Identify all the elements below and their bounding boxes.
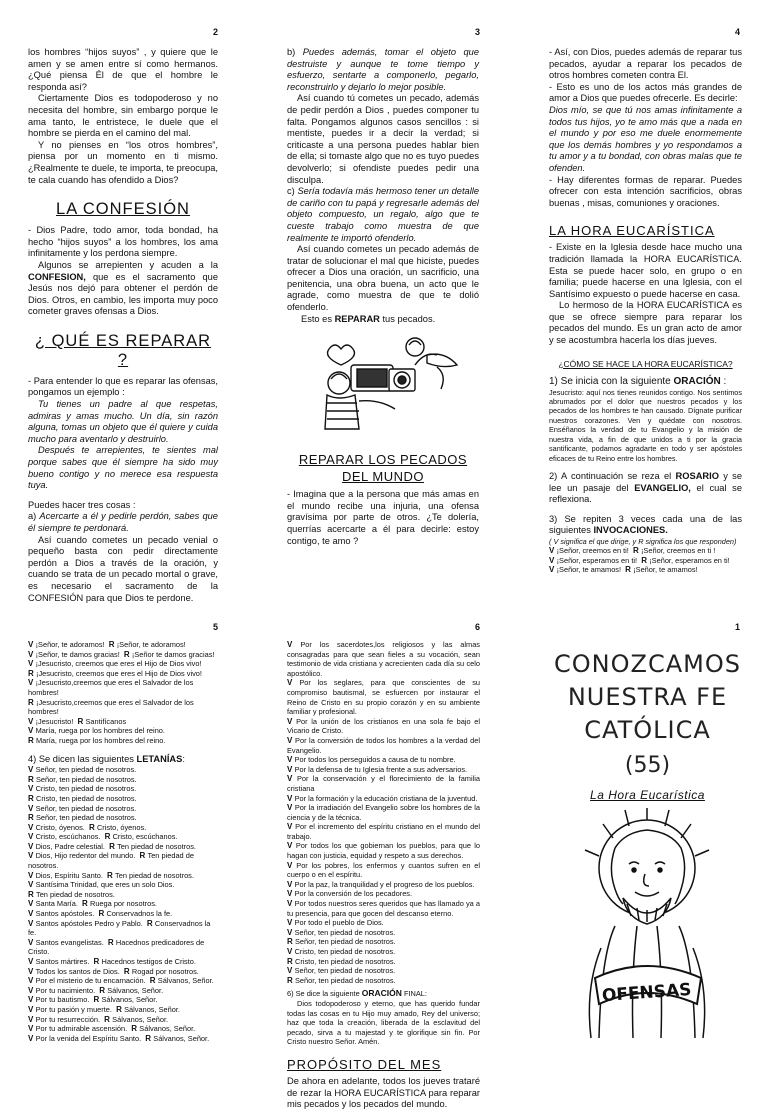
closing-line (287, 966, 480, 976)
response-marker: R (123, 966, 132, 976)
litany-response: Sálvanos, Señor. (112, 1014, 169, 1024)
response-marker: R (109, 841, 118, 851)
leader-marker: V (28, 918, 36, 928)
intention-text: Por la unión de los cristianos en una sola fe bajo el Vicario de Cristo. (287, 716, 481, 736)
leader-marker: V (28, 1014, 36, 1024)
paragraph: Y no pienses en “los otros hombres”, piensa por un momento en ti mismo. ¿Realmente te duele, te importa, te preocupa, te cala cuando has ofendido a Dios? (28, 139, 218, 185)
litany-response: Ruega por nosotros. (89, 899, 157, 909)
intention-line (287, 889, 480, 899)
cover-column (545, 640, 750, 1024)
cover-illustration (545, 808, 750, 1038)
litany-text: Señor, ten piedad de nosotros. (35, 765, 137, 775)
intention-text: Por todos los que gobiernan los pueblos, para que lo hagan con justicia, equidad y respeto a sus derechos. (287, 841, 481, 861)
final-prayer: Dios todopoderoso y eterno, que has querido fundar todas las cosas en tu Hijo muy amado, Rey del universo; haz que toda la creación, liberada de la esclavitud del pecado, sirva a tu majestad y te glorifique sin fin. Por Cristo nuestro Señor. Amén. (287, 998, 480, 1047)
litany-text: Por tu bautismo. (35, 995, 90, 1005)
litany-list (28, 765, 220, 1043)
leader-marker: V (28, 966, 36, 976)
litany-line (28, 995, 220, 1005)
litany-line (28, 880, 220, 890)
leader-marker: V (28, 1004, 36, 1014)
leader-marker: V (287, 716, 297, 726)
page-3-column (287, 47, 479, 607)
litany-line (28, 938, 220, 957)
leader-marker: V (28, 822, 36, 832)
closing-text: Señor, ten piedad de nosotros. (294, 966, 396, 976)
litany-line (28, 919, 220, 938)
page-6-column (287, 640, 481, 1110)
litany-line (28, 765, 220, 775)
litany-line (28, 775, 220, 785)
litany-text: Por la venida del Espíritu Santo. (35, 1033, 142, 1043)
leader-marker: V (287, 678, 300, 688)
paragraph: c) Sería todavía más hermoso tener un detalle de cariño con tu papá y regresarle además del objeto compuesto, un regalo, algo que te cueste trabajo como muestra de que realmente te importó ofenderlo. (287, 186, 479, 243)
litany-text: Cristo, óyenos. (35, 822, 85, 832)
litany-text: Dios, Hijo redentor del mundo. (35, 851, 136, 861)
intention-line (287, 765, 480, 775)
response-marker: R (107, 870, 116, 880)
page-5-column (28, 640, 220, 1043)
litany-response: Sálvanos, Señor. (124, 1004, 180, 1014)
closing-text: Señor, ten piedad de nosotros. (295, 975, 396, 985)
leader-marker: V (287, 879, 295, 889)
litany-response: Rogad por nosotros. (131, 966, 199, 976)
cover-title-line: NUESTRA FE (567, 683, 728, 711)
paragraph: - Esto es uno de los actos más grandes de amor a Dios que puedes ofrecerle. Es decirle: (549, 81, 742, 104)
litany-text: Santos mártires. (35, 957, 90, 966)
paragraph: Puedes hacer tres cosas : (28, 499, 136, 510)
litany-line (28, 1034, 220, 1044)
leader-marker: V (28, 784, 36, 794)
intention-text: Por los sacerdotes,los religiosos y las almas consagradas para que sean fieles a su vocación, sean testimonio de vida cristiana y acrecienten cada día su celo apostólico. (287, 640, 481, 678)
litany-line (28, 967, 220, 977)
leader-marker: V (28, 909, 36, 919)
litany-response: Hacednos predicadores de Cristo. (28, 937, 205, 957)
closing-text: Cristo, ten piedad de nosotros. (295, 956, 396, 966)
heading-proposito: PROPÓSITO DEL MES (287, 1056, 442, 1072)
intention-line (287, 803, 480, 822)
purpose-text: De ahora en adelante, todos los jueves trataré de rezar la HORA EUCARÍSTICA para reparar mis pecados y los pecados del mundo. (287, 1075, 480, 1110)
leader-marker: V (287, 735, 296, 745)
litany-line (28, 784, 220, 794)
intentions-list (287, 640, 480, 928)
litany-text: Señor, ten piedad de nosotros. (36, 813, 137, 823)
litany-line (28, 957, 220, 967)
marker: R (287, 975, 295, 985)
paragraph: Lo hermoso de la HORA EUCARÍSTICA es que se ofrece siempre para reparar los pecados del mundo. Es un gran acto de amor y se acostumbra hacerla los días jueves. (549, 300, 742, 346)
leader-marker: V (28, 841, 36, 851)
leader-marker: V (287, 755, 295, 765)
intention-line (287, 774, 480, 793)
step-1: 1) Se inicia con la siguiente ORACIÓN : (549, 375, 727, 387)
litany-line (28, 976, 220, 986)
page-number-1: 1 (735, 622, 741, 632)
paragraph: - Existe en la Iglesia desde hace mucho una tradición llamada la HORA EUCARÍSTICA. Esta se puede hacer solo, en grupo o en familia; puede hacerse en una Iglesia, con el Santísimo expuesto o puede hacerse en casa. (549, 242, 742, 299)
litany-text: Santos apóstoles Pedro y Pablo. (35, 918, 143, 928)
litany-line (28, 794, 220, 804)
leader-marker: V (28, 957, 36, 966)
litany-line (28, 909, 220, 919)
leader-marker: V (28, 870, 36, 880)
intention-text: Por la irradiación del Evangelio sobre los hombres de la ciencia y de la técnica. (287, 803, 480, 822)
cartoon-camera-icon (287, 331, 479, 439)
litany-response: Cristo, óyenos. (96, 822, 147, 832)
closing-list (287, 928, 480, 986)
page-number-5: 5 (213, 622, 219, 632)
litany-line (28, 1024, 220, 1034)
intention-text: Por la formación y la educación cristiana de la juventud. (294, 793, 478, 803)
invocation-line: V ¡Señor, te amamos! R ¡Señor, te amamos! (549, 565, 698, 575)
paragraph: Ciertamente Dios es todopoderoso y no necesita del hombre, sin embargo porque le ama tanto, le entristece, le duele que el hombre se pierda en el camino del mal. (28, 93, 218, 139)
litany-line (28, 832, 220, 842)
leader-marker: V (28, 880, 36, 890)
litany-response: Hacednos testigos de Cristo. (101, 957, 196, 966)
intention-text: Por los pobres, los enfermos y cuantos sufren en el cuerpo o en el espíritu. (287, 860, 480, 880)
marker: R (287, 956, 295, 966)
step-2: 2) A continuación se reza el ROSARIO y se lee un pasaje del EVANGELIO, el cual se reflexiona. (549, 470, 743, 505)
paragraph: a) Acercarte a él y pedirle perdón, sabes que él siempre te perdonará. (28, 511, 218, 533)
invocation-line: V ¡Señor, te adoramos! R ¡Señor, te adoramos! (28, 640, 186, 649)
intention-text: Por la conversión de los pecadores. (294, 889, 413, 899)
intention-line (287, 899, 480, 918)
leader-marker: R (28, 793, 36, 803)
leader-marker: V (287, 860, 297, 870)
paragraph: Algunos se arrepienten y acuden a la CONFESION, que es el sacramento que Jesús nos dejó para obtener el perdón de Dios. Otros, en cambio, les importa muy poco cometer graves ofensas a Dios. (28, 259, 218, 317)
leader-marker: V (28, 803, 36, 813)
litany-text: Señor, ten piedad de nosotros. (36, 774, 137, 784)
leader-marker: V (287, 764, 295, 774)
page-2-column (28, 47, 218, 607)
litany-response: Sálvanos, Señor. (139, 1024, 196, 1034)
litany-text: Todos los santos de Dios. (35, 966, 120, 976)
litany-text: Cristo, escúchanos. (35, 832, 101, 842)
litany-line (28, 823, 220, 833)
invocation-line: V ¡Jesucristo, creemos que eres el Hijo de Dios vivo! (28, 659, 202, 669)
leader-marker: V (287, 822, 296, 832)
litany-text: Cristo, ten piedad de nosotros. (36, 793, 137, 803)
intention-line (287, 717, 480, 736)
intention-line (287, 678, 480, 716)
paragraph: Esto es REPARAR tus pecados. (301, 313, 436, 324)
litany-text: Por el misterio de tu encarnación. (35, 976, 146, 986)
litany-line (28, 813, 220, 823)
invocation-line: R ¡Jesucristo,creemos que eres el Salvador de los hombres! (28, 697, 194, 717)
litany-line (28, 1005, 220, 1015)
invocation-line: R María, ruega por los hombres del reino. (28, 735, 166, 745)
paragraph: Después te arrepientes, te sientes mal porque sabes que él siempre ha sido muy bueno contigo y no merece esa respuesta tuya. (28, 445, 218, 491)
paragraph: b) Puedes además, tomar el objeto que destruiste y aunque te tome tiempo y esfuerzo, sentarte a componerlo, pegarlo, reconstruirlo y dejarlo lo mejor posible. (287, 47, 479, 92)
paragraph: - Dios Padre, todo amor, toda bondad, ha hecho “hijos suyos” a los hombres, los ama infinitamente y los perdona siempre. (28, 225, 218, 259)
litany-response: Ten piedad de nosotros. (117, 841, 196, 851)
leader-marker: V (287, 640, 301, 649)
response-marker: R (104, 832, 113, 842)
litany-text: Santos evangelistas. (35, 937, 104, 947)
invocation-line: V ¡Jesucristo,creemos que eres el Salvador de los hombres! (28, 678, 194, 697)
opening-prayer: Jesucristo: aquí nos tienes reunidos contigo. Nos sentimos abrumados por el dolor que nuestros pecados y los pecados de los hombres te han causado. Dígnate purificar nuestros corazones. Ven y quédate con nosotros. Enséñanos la verdad de tu Evangelio y la misión de nuestra vida, a fin de que unidos a ti por la gracia santificante, podamos agradarte en todo y ser apóstoles eficaces de tu Reino entre los hombres. (549, 387, 742, 463)
intention-text: Por todo el pueblo de Dios. (294, 918, 384, 928)
litany-response: Sálvanos, Señor. (107, 985, 164, 995)
intention-text: Por la conversión de todos los hombres a la verdad del Evangelio. (287, 735, 481, 755)
leader-marker: V (287, 841, 296, 851)
invocation-line: V ¡Señor, te damos gracias! R ¡Señor te damos gracias! (28, 649, 215, 659)
leader-marker: V (287, 889, 295, 899)
response-marker: R (116, 1004, 125, 1014)
response-marker: R (149, 976, 158, 986)
intention-text: Por todos nuestros seres queridos que has llamado ya a tu presencia, para que gocen del descanso eterno. (287, 899, 481, 918)
litany-text: Señor, ten piedad de nosotros. (35, 803, 137, 813)
intention-line (287, 822, 480, 841)
leader-marker: V (28, 995, 36, 1005)
intention-text: Por todos los perseguidos a causa de tu nombre. (294, 755, 456, 765)
intention-line (287, 918, 480, 928)
intention-line (287, 880, 480, 890)
marker: V (287, 947, 295, 956)
response-marker: R (145, 1033, 154, 1043)
litany-response: Cristo, escúchanos. (112, 832, 178, 842)
leader-marker: R (28, 774, 36, 784)
closing-line (287, 937, 480, 947)
intro-text: los hombres “hijos suyos” , y quiere que le amen y se amen entre sí como hermanos. ¿Qué piensa Él de que el hombre le responda así? (28, 47, 218, 92)
heading-confesion: LA CONFESIÓN (56, 200, 190, 219)
leader-marker: V (287, 793, 295, 803)
leader-marker: V (28, 985, 36, 995)
response-marker: R (139, 851, 148, 861)
leader-marker: V (287, 918, 295, 928)
response-marker: R (99, 985, 108, 995)
litany-line (28, 851, 220, 870)
paragraph: Así cuando cometes un pecado venial o pequeño basta con pedir directamente perdón a Dios a través de la oración, y cuando se trata de un pecado mortal o grave, es necesario el sacramento de la CONFESIÓN para que Dios te perdone. (28, 534, 218, 603)
paragraph: Así cuando tú cometes un pecado, además de pedir perdón a Dios , puedes componer tu falta. Pongamos algunos casos sencillos : si mentiste, puedes ir a decir la verdad; si criticaste a una persona puedes hablar bien de ella; si tomaste algo que no es tuyo puedes devolverlo; si ofendiste puedes pedir una disculpa. (287, 93, 479, 185)
marker: V (287, 966, 295, 976)
cover-number: (55) (624, 753, 671, 778)
intention-text: Por la defensa de tu Iglesia frente a sus adversarios. (294, 764, 468, 774)
leader-marker: V (28, 899, 36, 909)
litany-line (28, 986, 220, 996)
leader-marker: R (28, 889, 36, 899)
litany-response: Sálvanos, Señor. (153, 1033, 210, 1043)
litany-response: Conservadnos la fe. (106, 909, 173, 919)
closing-line (287, 928, 480, 938)
litany-line (28, 1015, 220, 1025)
litany-text: Dios, Espíritu Santo. (35, 870, 103, 880)
litany-response: Ten piedad de nosotros. (28, 851, 194, 871)
response-marker: R (146, 918, 155, 928)
litany-text: Ten piedad de nosotros. (36, 889, 115, 899)
response-marker: R (104, 1014, 113, 1024)
litany-text: Cristo, ten piedad de nosotros. (35, 784, 137, 794)
heading-hora-eucaristica: LA HORA EUCARÍSTICA (549, 223, 715, 239)
litany-response: Ten piedad de nosotros. (115, 870, 194, 880)
cover-title-line: CATÓLICA (584, 716, 711, 744)
response-marker: R (131, 1024, 140, 1034)
litany-line (28, 899, 220, 909)
closing-line (287, 976, 480, 986)
response-marker: R (98, 909, 107, 919)
leader-marker: V (28, 832, 36, 842)
litany-line (28, 804, 220, 814)
heading-reparar-pecados: REPARAR LOS PECADOS DEL MUNDO (298, 452, 468, 485)
camera-illustration (287, 331, 479, 439)
intention-line (287, 640, 480, 678)
leader-marker: V (28, 1024, 36, 1034)
litany-text: Por tu admirable ascensión. (35, 1024, 128, 1034)
invocation-line: V ¡Jesucristo! R Santifícanos (28, 716, 127, 726)
closing-text: Señor, ten piedad de nosotros. (295, 937, 396, 947)
paragraph: - Hay diferentes formas de reparar. Puedes ofrecer con esta intención sacrificios, obras buenas , misas, comuniones y oraciones. (549, 174, 742, 208)
response-marker: R (88, 822, 97, 832)
paragraph: - Imagina que a la persona que más amas en el mundo recibe una injuria, una ofensa gravísima por parte de otros. ¿Te dolería, querrías acercarte a él para decirle: estoy contigo, te amo ? (287, 489, 479, 546)
closing-line (287, 957, 480, 967)
page-number-4: 4 (735, 27, 741, 37)
response-marker: R (81, 899, 90, 909)
closing-text: Cristo, ten piedad de nosotros. (294, 947, 396, 956)
step-4: 4) Se dicen las siguientes LETANÍAS: (28, 753, 185, 764)
leader-marker: V (287, 899, 295, 909)
response-marker: R (107, 937, 116, 947)
page-4-column (549, 47, 742, 612)
leader-marker: V (28, 765, 36, 775)
page-number-6: 6 (475, 622, 481, 632)
intention-line (287, 794, 480, 804)
intention-line (287, 861, 480, 880)
leader-marker: V (287, 803, 295, 813)
leader-marker: R (28, 813, 36, 823)
intention-line (287, 755, 480, 765)
cover-title-line: CONOZCAMOS (554, 650, 741, 678)
marker: V (287, 927, 295, 937)
paragraph: - Así, con Dios, puedes además de reparar tus pecados, ayudar a reparar los pecados de otros hombres cometen contra El. (549, 47, 742, 81)
intention-text: Por los seglares, para que conscientes de su compromiso bautismal, se esfuercen por instaurar el Reino de Cristo en su propio corazón y en su ambiente familiar y profesional. (287, 678, 480, 717)
leader-marker: V (28, 851, 36, 861)
response-marker: R (93, 995, 102, 1005)
marker: R (287, 937, 295, 947)
leader-marker: V (28, 976, 36, 986)
litany-response: Sálvanos, Señor. (101, 995, 158, 1005)
invocation-line: V ¡Señor, esperamos en ti! R ¡Señor, esperamos en ti! (549, 555, 730, 565)
paragraph: - Para entender lo que es reparar las ofensas, pongamos un ejemplo : (28, 375, 218, 398)
intention-text: Por la conservación y el florecimiento de la familia cristiana (287, 774, 480, 793)
litany-response: Sálvanos, Señor. (157, 976, 214, 986)
subheading-como-se-hace: ¿CÓMO SE HACE LA HORA EUCARÍSTICA? (558, 358, 733, 369)
litany-line (28, 871, 220, 881)
page-number-3: 3 (475, 27, 481, 37)
litany-line (28, 890, 220, 900)
step-3: 3) Se repiten 3 veces cada una de las siguientes INVOCACIONES. (549, 513, 742, 536)
litany-text: Dios, Padre celestial. (35, 841, 105, 851)
invocation-note: ( V significa el que dirige, y R significa los que responden) (549, 536, 737, 546)
litany-line (28, 842, 220, 852)
paragraph: Dios mío, se que tú nos amas infinitamente a todos tus hijos, yo te amo más que a nada en el mundo y por eso me duele enormemente que los demás hombres y yo respondamos a tu amor y a tu bondad, con obras malas que te ofenden. (549, 104, 742, 173)
banner-text: OFENSAS (601, 979, 693, 1007)
page-number-2: 2 (213, 27, 219, 37)
intention-text: Por la paz, la tranquilidad y el progreso de los pueblos. (294, 879, 475, 889)
step-6: 6) Se dice la siguiente ORACIÓN FINAL: (287, 988, 427, 999)
litany-text: Santos apóstoles. (35, 909, 95, 919)
leader-marker: V (28, 1033, 36, 1043)
christ-figure-icon (545, 808, 750, 1038)
paragraph: Así cuando cometes un pecado además de tratar de solucionar el mal que hiciste, puedes ofrecer a Dios una oración, un sacrificio, una penitencia, una obra buena, un acto que le agrade, como muestra de que te dolió ofenderlo. (287, 244, 479, 313)
invocation-line: V ¡Señor, creemos en ti! R ¡Señor, creemos en ti ! (549, 546, 716, 556)
intention-line (287, 841, 480, 860)
invocation-line: V María, ruega por los hombres del reino. (28, 726, 165, 736)
litany-text: Por tu resurrección. (35, 1014, 101, 1024)
litany-text: Por tu pasión y muerte. (35, 1004, 112, 1014)
leader-marker: V (287, 774, 297, 784)
intention-text: Por el incremento del espíritu cristiano en el mundo del trabajo. (287, 822, 480, 841)
litany-text: Santa María. (35, 899, 78, 909)
closing-line (287, 947, 480, 957)
cover-subtitle: La Hora Eucarística (590, 788, 705, 802)
response-marker: R (93, 957, 102, 966)
invocation-line: R ¡Jesucristo, creemos que eres el Hijo de Dios vivo! (28, 668, 202, 678)
intention-line (287, 736, 480, 755)
leader-marker: V (28, 937, 36, 947)
closing-text: Señor, ten piedad de nosotros. (294, 927, 396, 937)
paragraph: Tu tienes un padre al que respetas, admiras y amas mucho. Un día, sin razón alguna, tomas un objeto que él quiere y cuida mucho para aventarlo y destruirlo. (28, 399, 218, 444)
litany-response: Conservadnos la fe. (28, 918, 211, 938)
litany-text: Santísima Trinidad, que eres un solo Dios. (35, 880, 175, 890)
heading-que-es-reparar: ¿ QUÉ ES REPARAR ? (34, 331, 212, 369)
litany-text: Por tu nacimiento. (35, 985, 96, 995)
